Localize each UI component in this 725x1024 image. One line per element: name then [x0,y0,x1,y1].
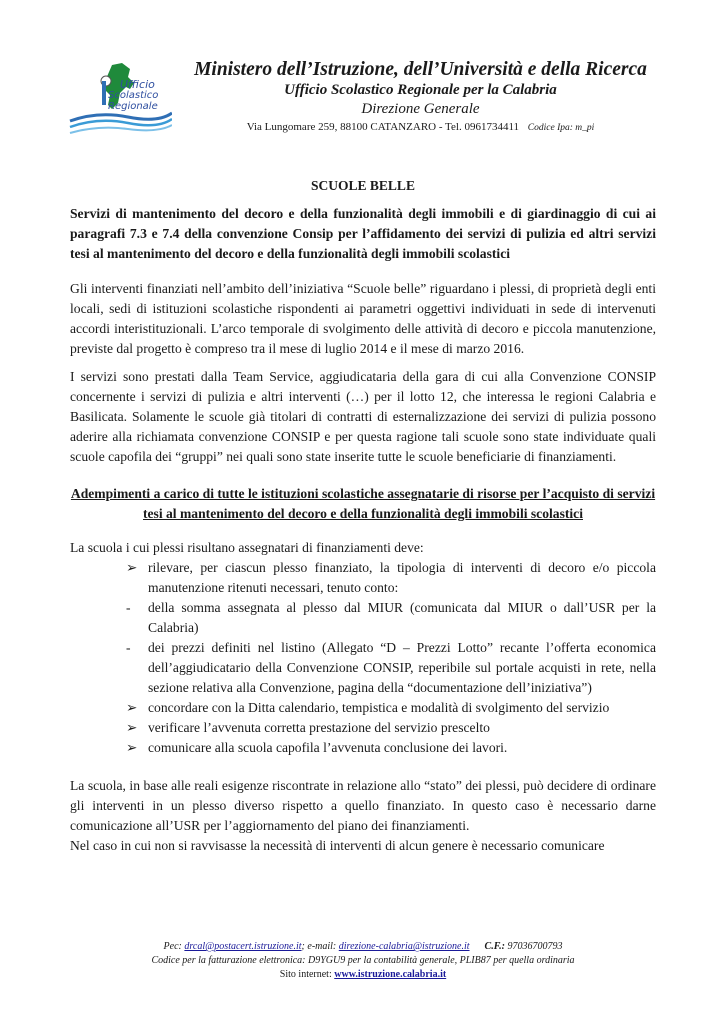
paragraph-3: La scuola, in base alle reali esigenze riscontrate in relazione allo “stato” dei plessi, può decidere di ordinare gli interventi in un plesso diverso rispetto a quello finanziato. In questo caso è necessario darne comunicazione all’USR per l’aggiornamento del piano dei finanziamenti. [70,778,656,833]
office-subtitle: Ufficio Scolastico Regionale per la Calabria [284,82,557,98]
list-intro: La scuola i cui plessi risultano assegnatari di finanziamenti deve: [70,540,424,555]
arrow-bullet-icon: ➢ [126,700,138,715]
logo-text-line3: Regionale [108,101,158,112]
site-link[interactable]: www.istruzione.calabria.it [334,969,447,980]
ministry-title: Ministero dell’Istruzione, dell’Università e della Ricerca [194,59,647,80]
page-footer [70,940,656,982]
list-item-text: dei prezzi definiti nel listino (Allegato “D – Prezzi Lotto” recante l’offerta economica dell’aggiudicatario della Convenzione CONSIP, reperibile sul portale acquisti in rete, nella sezione relativa alla Convenzione, pagina della “documentazione dell’iniziativa”) [148,640,656,695]
direzione-label: Direzione Generale [361,101,480,117]
intro-bold-paragraph: Servizi di mantenimento del decoro e della funzionalità degli immobili e di giardinaggio di cui ai paragrafi 7.3 e 7.4 della convenzione Consip per l’affidamento dei servizi di pulizia ed altri servizi tesi al mantenimento del decoro e della funzionalità degli immobili scolastici [70,206,656,261]
logo-text-line2: Scolastico [108,90,159,101]
paragraph-4: Nel caso in cui non si ravvisasse la necessità di interventi di alcun genere è necessario comunicare [70,838,605,853]
email-label: ; e-mail: [301,941,337,952]
document-title: SCUOLE BELLE [311,178,415,193]
list-item-text: verificare l’avvenuta corretta prestazione del servizio prescelto [148,720,490,735]
list-item-text: della somma assegnata al plesso dal MIUR (comunicata dal MIUR o dall’USR per la Calabria) [148,600,656,635]
ipa-code: Codice Ipa: m_pi [527,123,595,133]
email-link[interactable]: direzione-calabria@istruzione.it [338,941,470,952]
usr-logo [68,59,172,139]
paragraph-2: I servizi sono prestati dalla Team Service, aggiudicataria della gara di cui alla Convenzione CONSIP concernente i servizi di pulizia e altri interventi (…) per il lotto 12, che interessa le regioni Calabria e Basilicata. Solamente le scuole già titolari di contratti di esternalizzazione dei servizi di pulizia possono aderire alla richiamata convenzione CONSIP e per questa ragione tali scuole sono state individuate quali scuole capofila dei “gruppi” nei quali sono state inserite tutte le scuole beneficiarie di finanziamenti. [70,369,656,464]
list-item-text: concordare con la Ditta calendario, tempistica e modalità di svolgimento del servizio [148,700,610,715]
cf-label: C.F.: [484,941,505,952]
pec-label: Pec: [163,941,182,952]
arrow-bullet-icon: ➢ [126,740,138,755]
list-item-text: rilevare, per ciascun plesso finanziato, la tipologia di interventi di decoro e/o piccola manutenzione ritenuti necessari, tenuto conto: [148,560,656,595]
document-body [70,178,656,856]
list-item [70,638,656,698]
address-line [180,121,661,133]
cf-value: 97036700793 [507,941,563,952]
list-item [70,718,656,738]
footer-site [70,968,656,982]
section-title: Adempimenti a carico di tutte le istituzioni scolastiche assegnatarie di risorse per l’acquisto di servizi tesi al mantenimento del decoro e della funzionalità degli immobili scolastici [70,486,656,521]
logo-text [108,79,158,112]
dash-bullet: - [126,600,131,615]
footer-fatturazione: Codice per la fatturazione elettronica: D9YGU9 per la contabilità generale, PLIB87 per quella ordinaria [151,955,575,966]
logo-text-line1: Ufficio [120,78,155,91]
footer-contacts [70,940,656,954]
arrow-bullet-icon: ➢ [126,560,138,575]
dash-bullet: - [126,640,131,655]
list-item [70,738,656,758]
list-item-text: comunicare alla scuola capofila l’avvenuta conclusione dei lavori. [148,740,508,755]
pec-link[interactable]: drcal@postacert.istruzione.it [184,941,302,952]
list-item [70,598,656,638]
requirements-list [70,558,656,758]
list-item [70,558,656,598]
paragraph-1: Gli interventi finanziati nell’ambito dell’iniziativa “Scuole belle” riguardano i plessi, di proprietà degli enti locali, sedi di istituzioni scolastiche rispondenti ai parametri oggettivi individuati in sede di intervenuti accordi interistituzionali. L’arco temporale di svolgimento delle attività di decoro e piccola manutenzione, previste dal progetto è compreso tra il mese di luglio 2014 e il mese di marzo 2016. [70,281,656,356]
address-text: Via Lungomare 259, 88100 CATANZARO - Tel. 0961734411 [246,121,520,133]
list-item [70,698,656,718]
site-label: Sito internet: [279,969,332,980]
arrow-bullet-icon: ➢ [126,720,138,735]
